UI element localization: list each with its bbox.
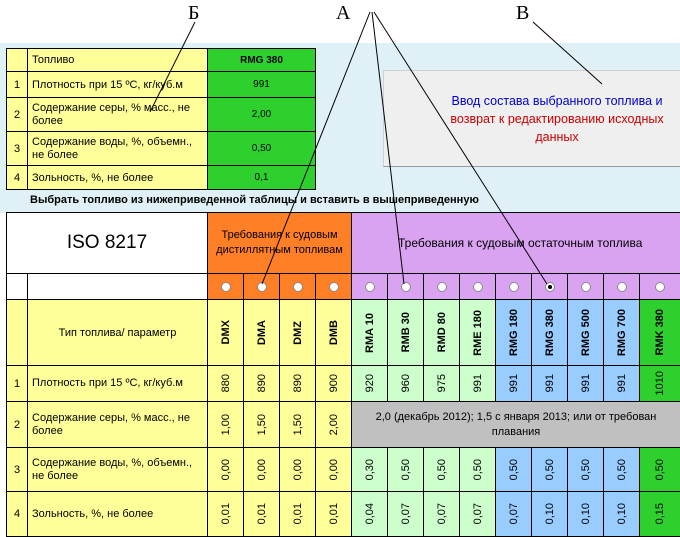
fuel-name: RMK 380 [654, 309, 666, 356]
value-text: 991 [615, 374, 628, 393]
fuel-name: RME 180 [471, 309, 484, 356]
value-text: 0,50 [654, 458, 666, 481]
value-text: 0,50 [435, 458, 448, 481]
value-text: 0,00 [219, 458, 232, 481]
annotation-b: Б [188, 2, 200, 24]
value-text: 0,00 [255, 458, 268, 481]
value-text: 0,50 [399, 458, 412, 481]
fuel-name: RMG 700 [615, 308, 628, 357]
param-header: Тип топлива/ параметр [28, 300, 208, 366]
annotation-v: В [516, 2, 530, 24]
value-text: 2,00 [327, 413, 340, 436]
message-line-1: Ввод состава выбранного топлива и [451, 93, 663, 108]
value-text: 0,07 [435, 503, 448, 525]
value-text: 0,50 [471, 458, 484, 481]
value-text: 0,50 [615, 458, 628, 481]
top-row-label: Содержание воды, %, объемн., не более [28, 132, 208, 166]
instruction-text: Выбрать топливо из нижеприведенной таблицы и вставить в вышеприведенную [30, 194, 479, 206]
value-text: 900 [327, 374, 340, 393]
top-row-value[interactable]: 991 [208, 72, 316, 98]
value-text: 0,15 [654, 503, 666, 525]
standard-title: ISO 8217 [6, 212, 208, 274]
fuel-name: DMB [327, 319, 340, 346]
top-row-num: 2 [6, 98, 28, 132]
annotation-a: А [336, 2, 351, 24]
top-row-value[interactable]: 0,50 [208, 132, 316, 166]
value-text: 0,01 [219, 503, 232, 525]
value-text: 991 [579, 374, 592, 393]
value-text: 1010 [654, 371, 666, 396]
value-text: 1,00 [219, 413, 232, 436]
fuel-name: RMG 380 [543, 308, 556, 357]
fuel-name: RMD 80 [435, 312, 448, 353]
fuel-name: DMZ [291, 320, 304, 345]
value-text: 0,00 [327, 458, 340, 481]
value-text: 0,01 [255, 503, 268, 525]
arrow-a-1 [262, 12, 370, 284]
fuel-name: DMX [219, 320, 232, 345]
value-text: 0,10 [579, 503, 592, 525]
value-text: 0,07 [507, 503, 520, 525]
value-text: 0,50 [543, 458, 556, 481]
arrow-a-3 [374, 12, 547, 284]
value-text: 880 [219, 374, 232, 393]
row-label: Содержание воды, %, объемн., не более [28, 448, 208, 492]
fuel-name: RMB 30 [399, 312, 412, 353]
value-text: 1,50 [255, 413, 268, 436]
distillate-header: Требования к судовым дистиллятным топливам [208, 212, 352, 274]
row-num: 4 [6, 492, 28, 537]
fuel-name: RMA 10 [363, 312, 376, 353]
message-line-2: возврат к редактированию исходных [450, 111, 664, 126]
value-text: 0,10 [543, 503, 556, 525]
value-text: 890 [291, 374, 304, 393]
sulfur-residual-note: 2,0 (декабрь 2012); 1,5 с января 2013; или от требован плавания [352, 402, 680, 448]
value-text: 975 [435, 374, 448, 393]
value-text: 890 [255, 374, 268, 393]
value-text: 0,07 [399, 503, 412, 525]
row-num: 1 [6, 366, 28, 402]
fuel-name: RMG 180 [507, 308, 520, 357]
row-label: Плотность при 15 ºС, кг/куб.м [28, 366, 208, 402]
value-text: 0,50 [507, 458, 520, 481]
top-row-label: Плотность при 15 ºС, кг/куб.м [28, 72, 208, 98]
row-num: 2 [6, 402, 28, 448]
value-text: 0,30 [363, 458, 376, 481]
top-row-value[interactable]: 2,00 [208, 98, 316, 132]
value-text: 991 [471, 374, 484, 393]
value-text: 0,10 [615, 503, 628, 525]
value-text: 0,01 [291, 503, 304, 525]
row-label: Зольность, %, не более [28, 492, 208, 537]
top-row-num: 3 [6, 132, 28, 166]
top-row-value[interactable]: 0,1 [208, 166, 316, 190]
top-header-label: Топливо [28, 48, 208, 72]
top-row-num: 4 [6, 166, 28, 190]
message-line-3: данных [535, 129, 579, 144]
value-text: 960 [399, 374, 412, 393]
value-text: 0,00 [291, 458, 304, 481]
value-text: 991 [543, 374, 556, 393]
fuel-name: DMA [255, 319, 268, 346]
arrow-v [533, 22, 602, 84]
value-text: 991 [507, 374, 520, 393]
row-num: 3 [6, 448, 28, 492]
fuel-name: RMG 500 [579, 308, 592, 357]
top-row-label: Содержание серы, % масс., не более [28, 98, 208, 132]
residual-header: Требования к судовым остаточным топлива [352, 212, 680, 274]
top-row-num: 1 [6, 72, 28, 98]
value-text: 0,04 [363, 503, 376, 525]
value-text: 0,50 [579, 458, 592, 481]
value-text: 0,01 [327, 503, 340, 525]
value-text: 0,07 [471, 503, 484, 525]
top-row-label: Зольность, %, не более [28, 166, 208, 190]
value-text: 1,50 [291, 413, 304, 436]
value-text: 920 [363, 374, 376, 393]
row-label: Содержание серы, % масс., не более [28, 402, 208, 448]
arrow-a-2 [372, 12, 404, 284]
arrow-b [150, 22, 195, 112]
top-header-value[interactable]: RMG 380 [208, 48, 316, 72]
